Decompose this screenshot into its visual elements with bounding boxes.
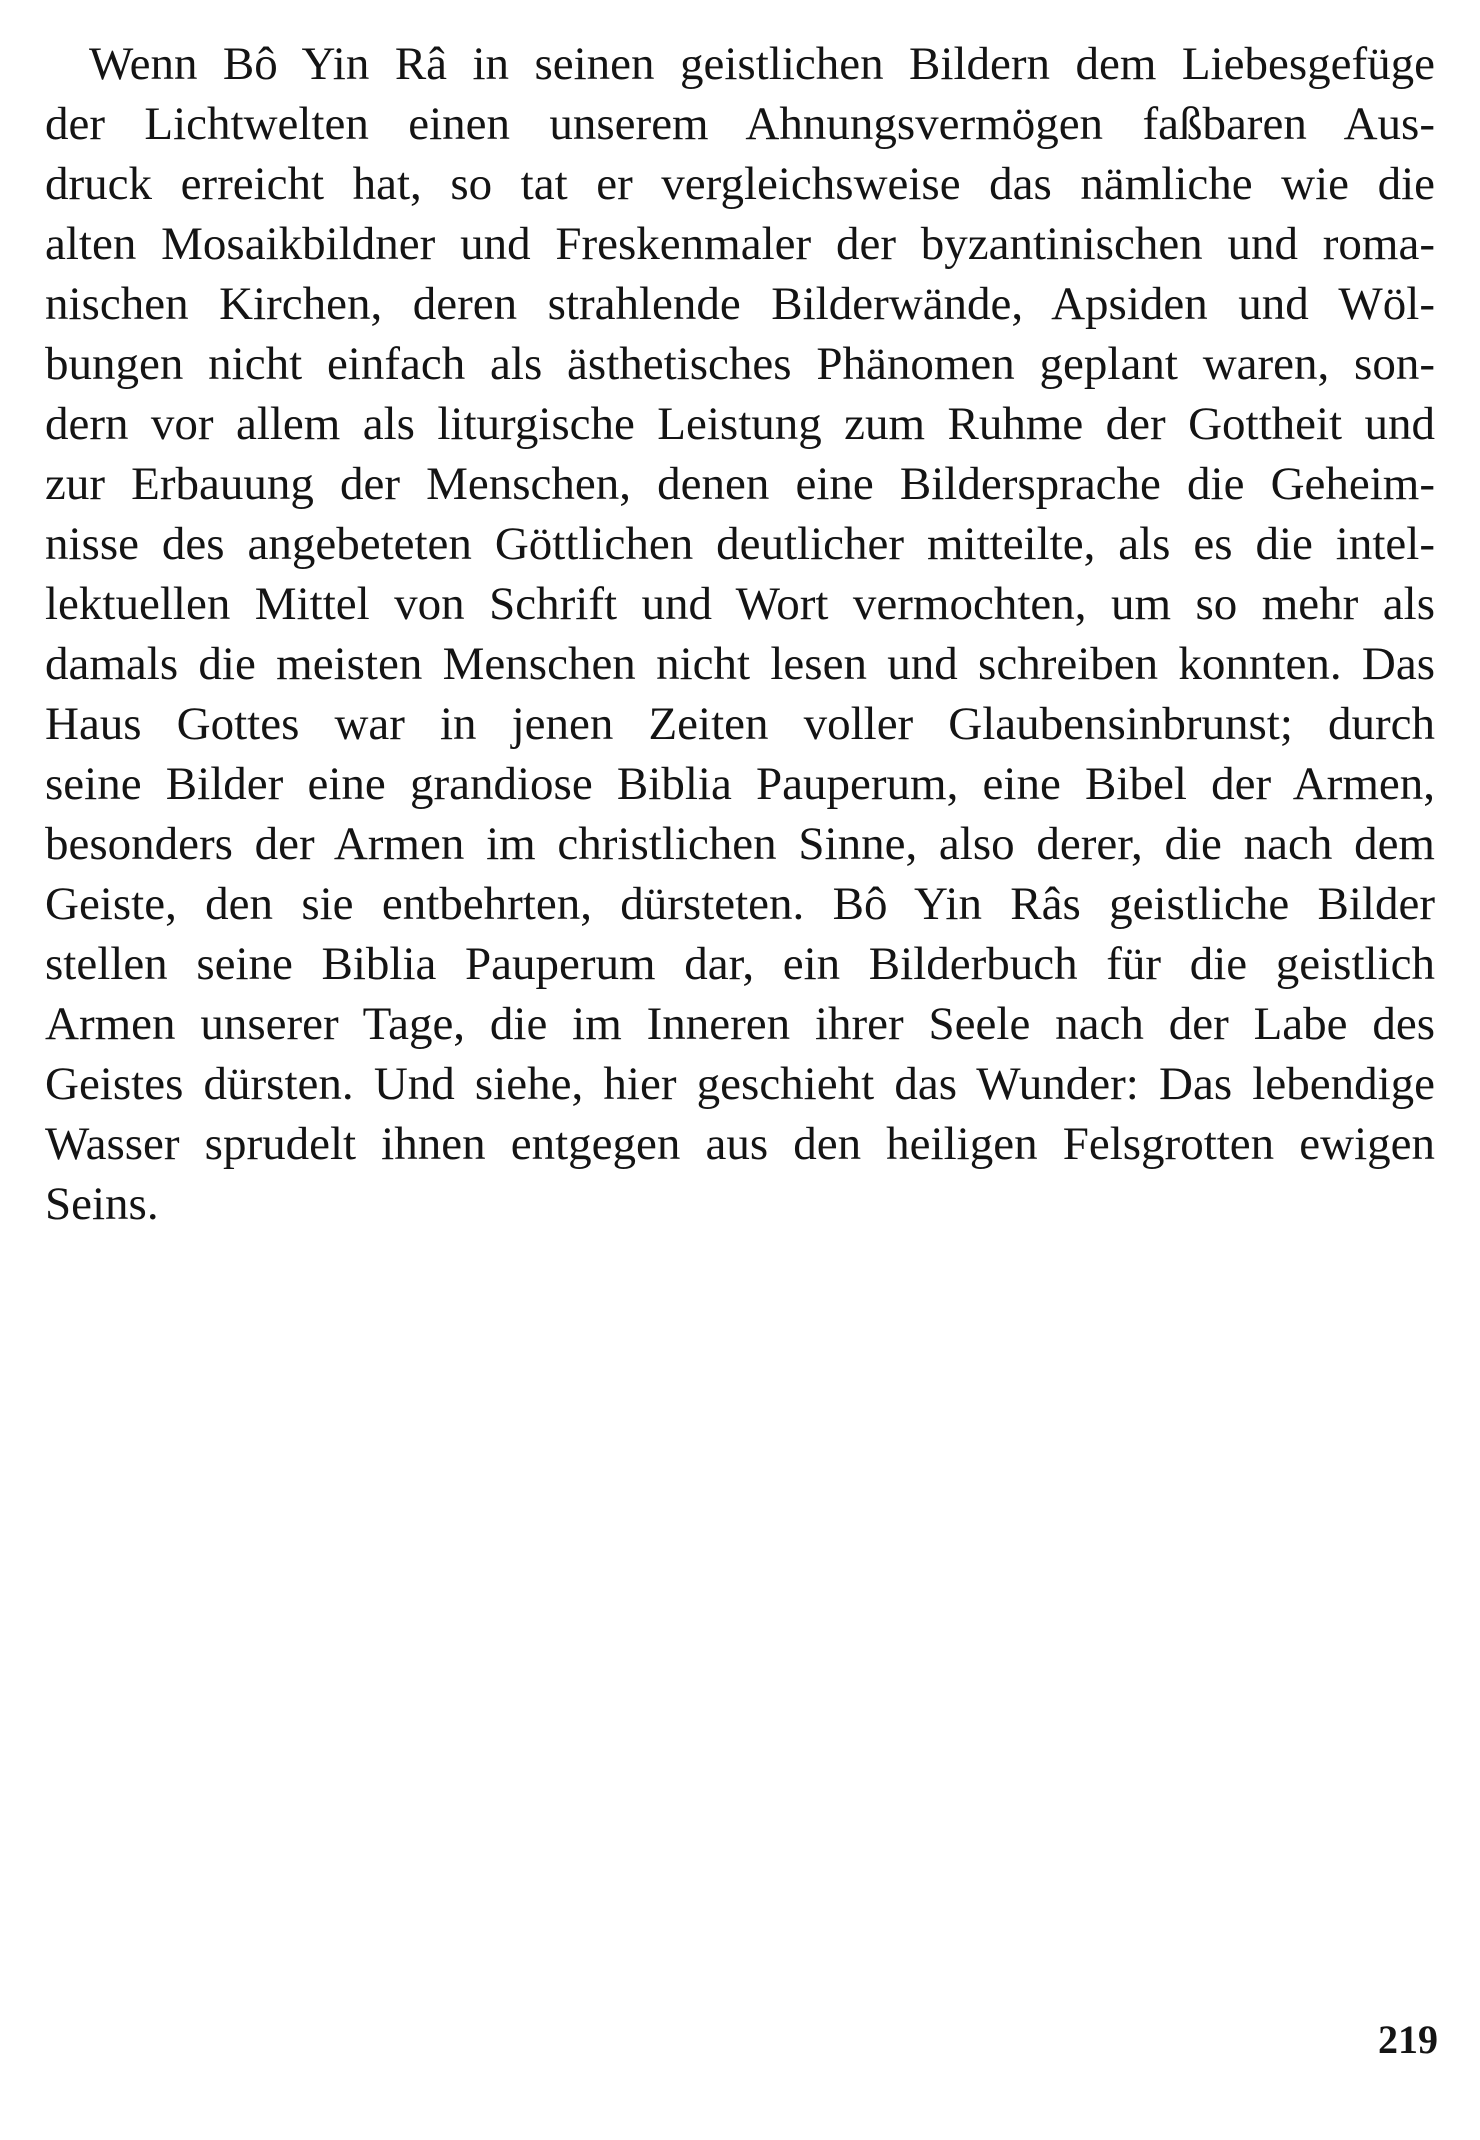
text-line: lektuellen Mittel von Schrift und Wort vermochten, um so mehr als — [45, 578, 1435, 630]
text-line: der Lichtwelten einen unserem Ahnungsvermögen faßbaren Aus- — [45, 98, 1435, 150]
page-number: 219 — [1378, 2017, 1438, 2062]
text-line: bungen nicht einfach als ästhetisches Phänomen geplant waren, son- — [45, 338, 1435, 390]
text-line: nischen Kirchen, deren strahlende Bilderwände, Apsiden und Wöl- — [45, 278, 1435, 330]
text-line: Seins. — [45, 1178, 159, 1230]
body-paragraph — [45, 34, 1435, 1234]
text-line: nisse des angebeteten Göttlichen deutlicher mitteilte, als es die intel- — [45, 518, 1435, 570]
text-line: Wasser sprudelt ihnen entgegen aus den heiligen Felsgrotten ewigen — [45, 1118, 1435, 1170]
text-line: Haus Gottes war in jenen Zeiten voller Glaubensinbrunst; durch — [45, 698, 1435, 750]
text-line: Geistes dürsten. Und siehe, hier geschieht das Wunder: Das lebendige — [45, 1058, 1435, 1110]
text-line: Wenn Bô Yin Râ in seinen geistlichen Bildern dem Liebesgefüge — [89, 38, 1435, 90]
text-line: seine Bilder eine grandiose Biblia Pauperum, eine Bibel der Armen, — [45, 758, 1435, 810]
text-line: damals die meisten Menschen nicht lesen und schreiben konnten. Das — [45, 638, 1435, 690]
text-line: druck erreicht hat, so tat er vergleichsweise das nämliche wie die — [45, 158, 1435, 210]
text-line: Armen unserer Tage, die im Inneren ihrer Seele nach der Labe des — [45, 998, 1435, 1050]
text-line: dern vor allem als liturgische Leistung zum Ruhme der Gottheit und — [45, 398, 1435, 450]
text-line: stellen seine Biblia Pauperum dar, ein Bilderbuch für die geistlich — [45, 938, 1435, 990]
text-line: alten Mosaikbildner und Freskenmaler der byzantinischen und roma- — [45, 218, 1435, 270]
text-line: besonders der Armen im christlichen Sinne, also derer, die nach dem — [45, 818, 1435, 870]
text-line: Geiste, den sie entbehrten, dürsteten. Bô Yin Râs geistliche Bilder — [45, 878, 1435, 930]
text-line: zur Erbauung der Menschen, denen eine Bildersprache die Geheim- — [45, 458, 1435, 510]
